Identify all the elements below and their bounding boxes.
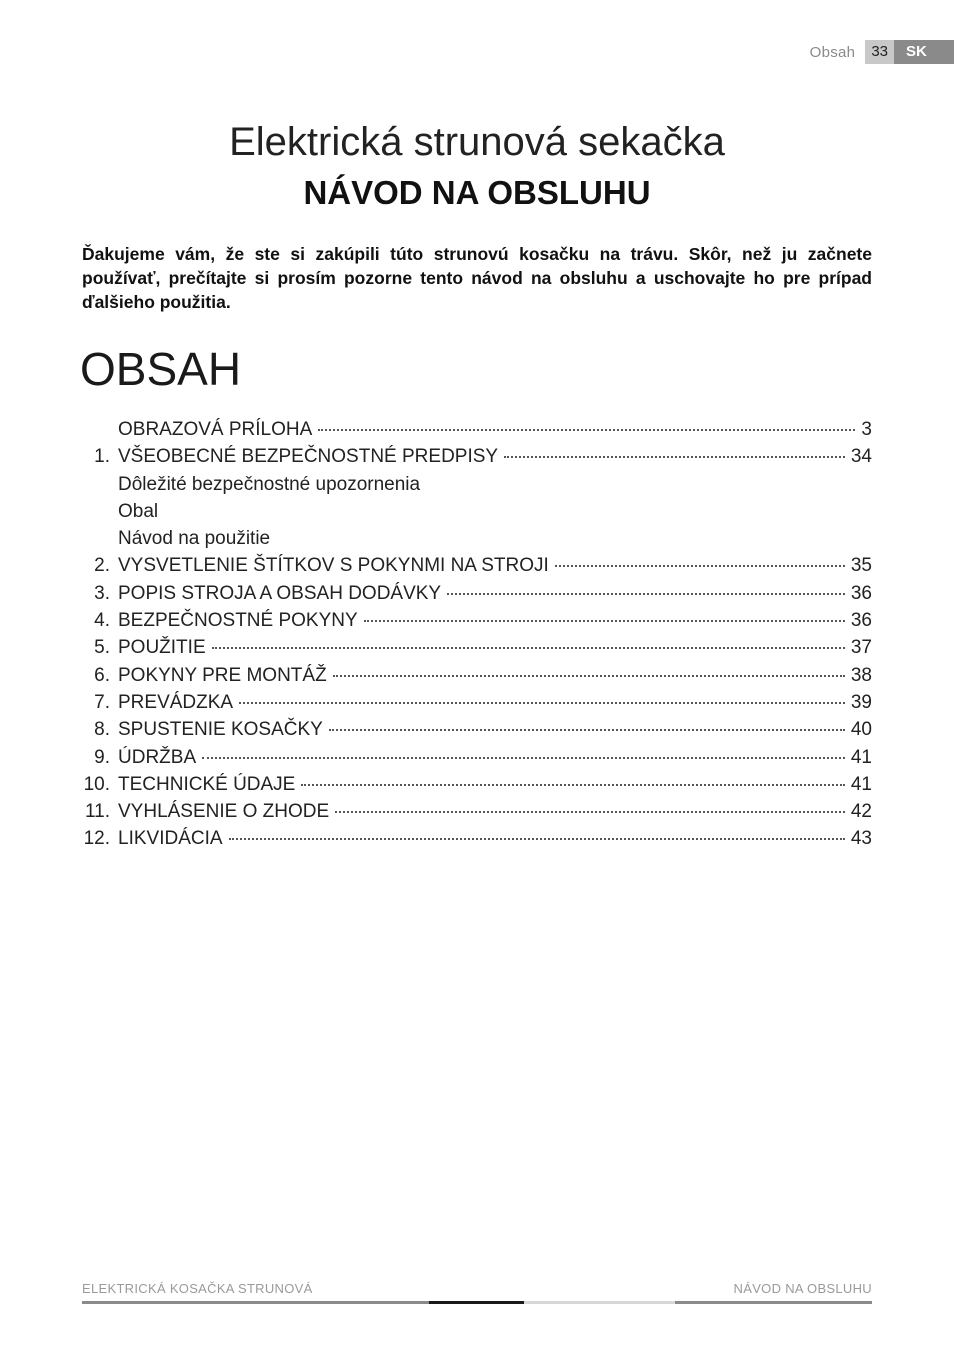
language-badge: SK xyxy=(894,40,954,64)
toc-entry[interactable] xyxy=(82,692,872,719)
toc-page: 42 xyxy=(850,801,872,823)
toc-leader xyxy=(318,429,855,431)
toc-label: TECHNICKÉ ÚDAJE xyxy=(118,773,296,795)
toc-number: 10. xyxy=(83,773,110,795)
toc-label: POPIS STROJA A OBSAH DODÁVKY xyxy=(118,582,442,604)
section-label: Obsah xyxy=(809,43,856,61)
toc-leader xyxy=(301,784,845,786)
toc-entry[interactable] xyxy=(82,583,872,610)
toc-label: Obal xyxy=(118,500,159,522)
toc-entry[interactable] xyxy=(82,828,872,855)
toc-label: POUŽITIE xyxy=(118,637,206,659)
toc-entry[interactable] xyxy=(82,637,872,664)
intro-paragraph: Ďakujeme vám, že ste si zakúpili túto strunovú kosačku na trávu. Skôr, než ju začnete používať, prečítajte si prosím pozorne tento návod na obsluhu a uschovajte ho pre prípad ďalšieho použitia. xyxy=(82,244,872,312)
toc-entry[interactable] xyxy=(82,446,872,473)
toc-leader xyxy=(333,675,845,677)
toc-entry[interactable] xyxy=(82,801,872,828)
toc-page: 37 xyxy=(850,637,872,659)
toc-label: POKYNY PRE MONTÁŽ xyxy=(118,664,327,686)
toc-number: 3. xyxy=(94,582,110,604)
footer-rule-segment xyxy=(675,1301,872,1304)
toc-number: 8. xyxy=(94,719,110,741)
toc-number: 12. xyxy=(83,828,110,850)
footer-rule-segment xyxy=(524,1301,675,1304)
toc-leader xyxy=(504,456,845,458)
toc-leader xyxy=(447,593,845,595)
toc-subentry[interactable] xyxy=(82,528,872,555)
toc-number: 1. xyxy=(94,446,110,468)
toc-number: 2. xyxy=(94,555,110,577)
toc-entry[interactable] xyxy=(82,419,872,446)
toc-label: BEZPEČNOSTNÉ POKYNY xyxy=(118,610,358,632)
document-subtitle: NÁVOD NA OBSLUHU xyxy=(303,174,651,211)
toc-label: VYHLÁSENIE O ZHODE xyxy=(118,801,330,823)
toc-number: 4. xyxy=(94,610,110,632)
toc-label: Návod na použitie xyxy=(118,528,271,550)
toc-page: 36 xyxy=(850,610,872,632)
toc-page: 36 xyxy=(850,582,872,604)
toc-label: PREVÁDZKA xyxy=(118,691,234,713)
toc-entry[interactable] xyxy=(82,610,872,637)
toc-page: 40 xyxy=(850,719,872,741)
toc-label: OBRAZOVÁ PRÍLOHA xyxy=(118,419,313,440)
toc-leader xyxy=(239,702,845,704)
footer-rule-segment xyxy=(429,1301,524,1304)
footer-manual-title: NÁVOD NA OBSLUHU xyxy=(733,1281,872,1296)
toc-entry[interactable] xyxy=(82,555,872,582)
toc-leader xyxy=(212,647,845,649)
toc-label: SPUSTENIE KOSAČKY xyxy=(118,719,323,741)
toc-subentry[interactable] xyxy=(82,474,872,501)
footer-rule-segment xyxy=(82,1301,429,1304)
toc-page: 41 xyxy=(850,773,872,795)
toc-page: 41 xyxy=(850,746,872,768)
toc-leader xyxy=(555,565,845,567)
page-number: 33 xyxy=(865,40,894,64)
toc-label: Dôležité bezpečnostné upozornenia xyxy=(118,473,421,495)
toc-entry[interactable] xyxy=(82,774,872,801)
toc-leader xyxy=(229,838,845,840)
toc-entry[interactable] xyxy=(82,747,872,774)
toc-page: 43 xyxy=(850,828,872,850)
toc-entry[interactable] xyxy=(82,665,872,692)
toc-number: 5. xyxy=(94,637,110,659)
toc-heading: OBSAH xyxy=(80,343,242,395)
toc-page: 38 xyxy=(850,664,872,686)
table-of-contents xyxy=(82,419,872,856)
toc-label: VYSVETLENIE ŠTÍTKOV S POKYNMI NA STROJI xyxy=(118,555,549,577)
toc-leader xyxy=(335,811,845,813)
toc-leader xyxy=(202,757,845,759)
toc-page: 3 xyxy=(861,419,872,440)
toc-label: LIKVIDÁCIA xyxy=(118,828,223,850)
toc-label: VŠEOBECNÉ BEZPEČNOSTNÉ PREDPISY xyxy=(118,446,499,468)
document-title: Elektrická strunová sekačka xyxy=(229,120,725,164)
toc-number: 9. xyxy=(94,746,110,768)
toc-subentry[interactable] xyxy=(82,501,872,528)
toc-leader xyxy=(329,729,845,731)
toc-page: 34 xyxy=(850,446,872,468)
toc-entry[interactable] xyxy=(82,719,872,746)
page-header xyxy=(810,40,954,64)
toc-number: 6. xyxy=(94,664,110,686)
toc-label: ÚDRŽBA xyxy=(118,746,197,768)
toc-leader xyxy=(364,620,845,622)
toc-page: 35 xyxy=(850,555,872,577)
toc-number: 11. xyxy=(84,801,110,823)
footer-product-name: ELEKTRICKÁ KOSAČKA STRUNOVÁ xyxy=(82,1281,313,1296)
toc-number: 7. xyxy=(94,691,110,713)
footer-rule xyxy=(82,1301,872,1304)
toc-page: 39 xyxy=(850,691,872,713)
